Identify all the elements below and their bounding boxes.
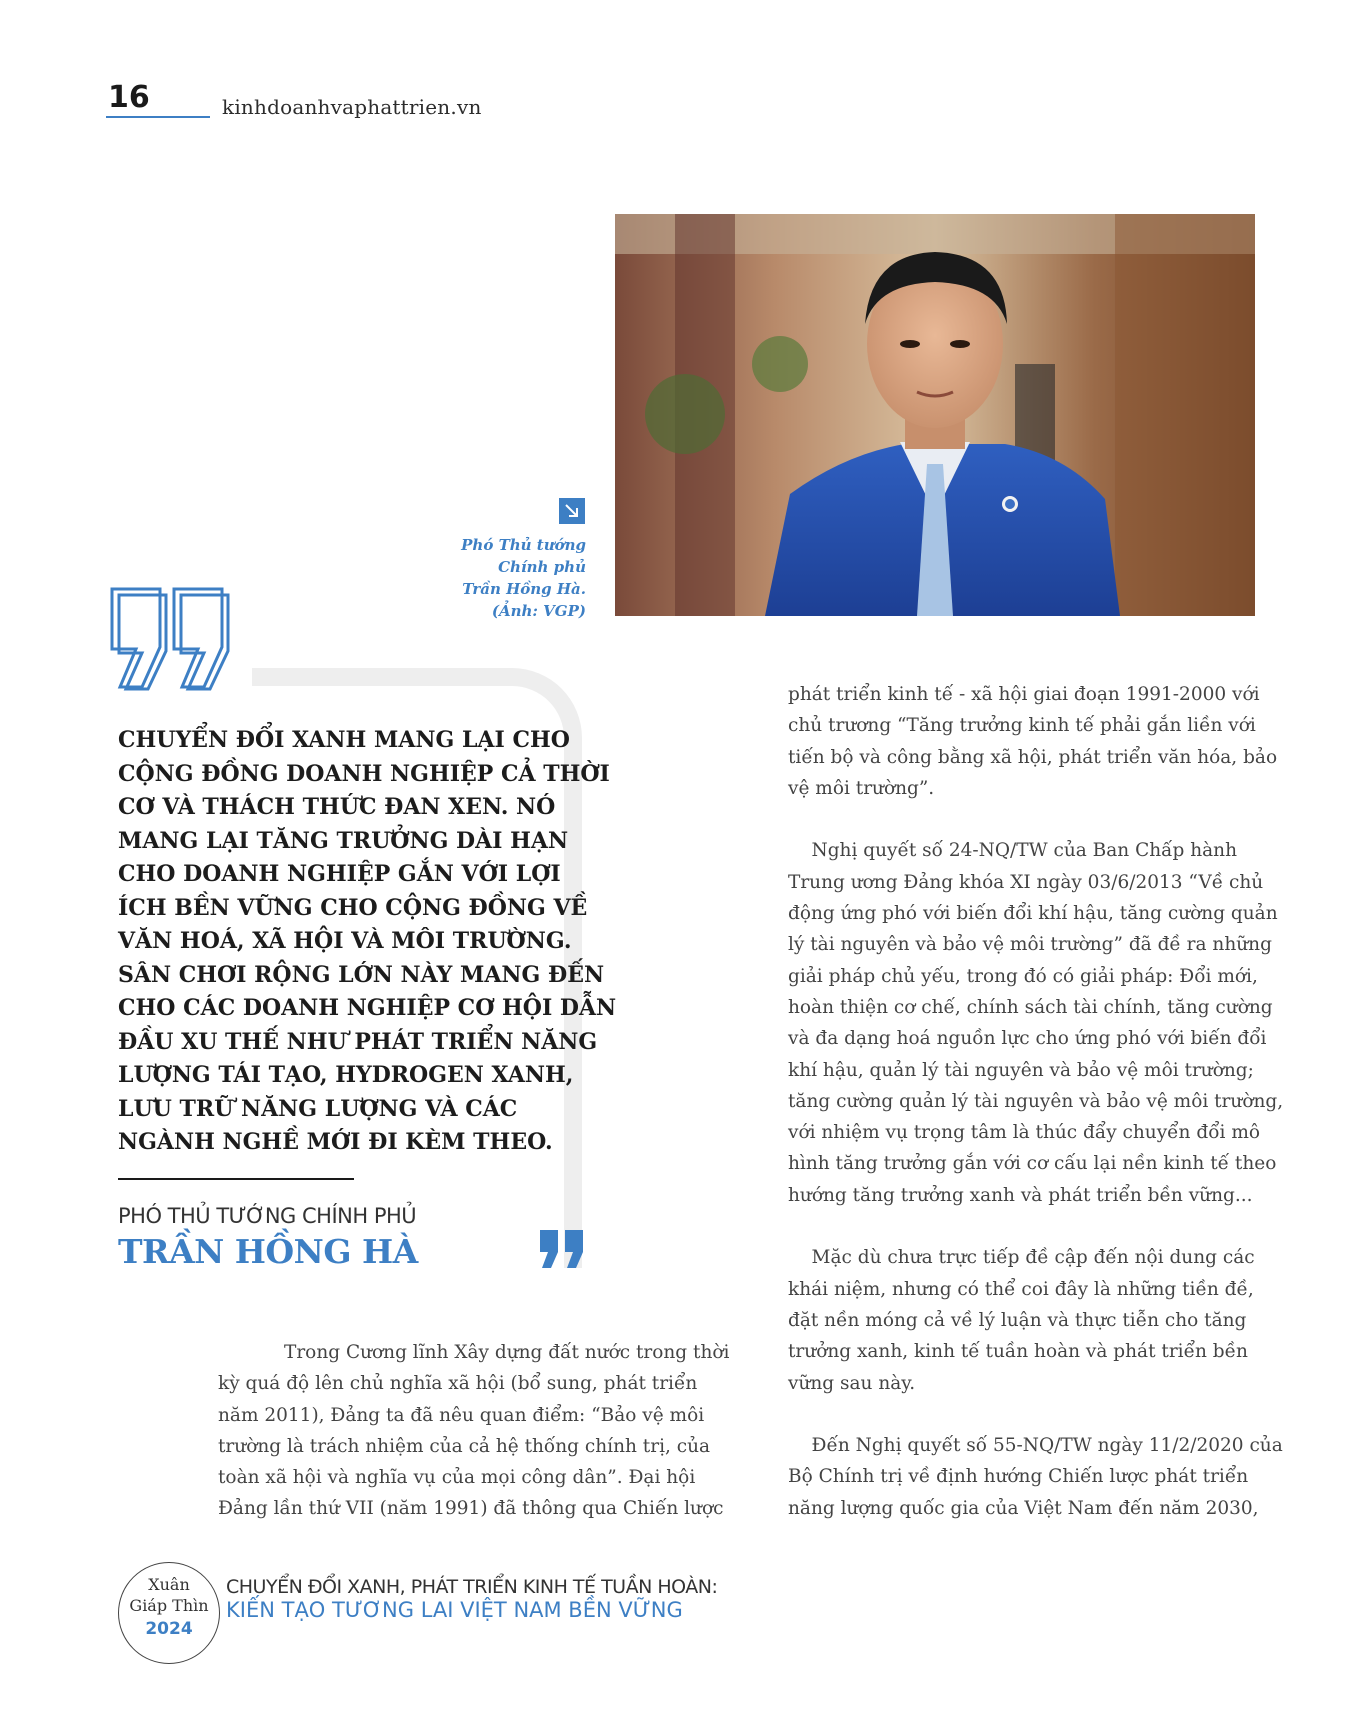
text-line: năm 2011), Đảng ta đã nêu quan điểm: “Bảo vệ môi <box>218 1404 705 1426</box>
text-line: vệ môi trường”. <box>788 777 935 799</box>
caption-line: Chính phủ <box>498 558 586 576</box>
issue-badge-season: Xuân <box>148 1575 190 1594</box>
quote-line: LƯU TRỮ NĂNG LƯỢNG VÀ CÁC <box>118 1095 518 1122</box>
arrow-down-right-icon <box>559 498 585 524</box>
issue-badge-year: 2024 <box>145 1619 193 1639</box>
text-line: tăng cường quản lý tài nguyên và bảo vệ môi trường, <box>788 1090 1284 1112</box>
quote-line: CỘNG ĐỒNG DOANH NGHIỆP CẢ THỜI <box>118 760 610 787</box>
quote-divider <box>118 1178 354 1180</box>
quote-author-role: PHÓ THỦ TƯỚNG CHÍNH PHỦ <box>118 1204 417 1228</box>
text-line: lý tài nguyên và bảo vệ môi trường” đã đề ra những <box>788 934 1272 956</box>
text-line: chủ trương “Tăng trưởng kinh tế phải gắn liền với <box>788 715 1256 737</box>
text-line: hoàn thiện cơ chế, chính sách tài chính, tăng cường <box>788 996 1273 1018</box>
text-line: trưởng xanh, kinh tế tuần hoàn và phát triển bền <box>788 1341 1248 1363</box>
pull-quote <box>118 724 617 1160</box>
quote-line: ÍCH BỀN VỮNG CHO CỘNG ĐỒNG VỀ <box>118 894 588 921</box>
text-line: đặt nền móng cả về lý luận và thực tiễn cho tăng <box>788 1309 1247 1331</box>
text-line: khái niệm, nhưng có thể coi đây là những tiền đề, <box>788 1278 1254 1300</box>
portrait-photo <box>615 214 1255 616</box>
quote-line: VĂN HOÁ, XÃ HỘI VÀ MÔI TRƯỜNG. <box>118 928 572 954</box>
quote-author-name: TRẦN HỒNG HÀ <box>118 1232 418 1271</box>
quote-line: SÂN CHƠI RỘNG LỚN NÀY MANG ĐẾN <box>118 961 605 988</box>
left-column-text <box>218 1337 730 1525</box>
text-line: Nghị quyết số 24-NQ/TW của Ban Chấp hành <box>788 840 1237 862</box>
text-line: giải pháp chủ yếu, trong đó có giải pháp: Đổi mới, <box>788 965 1258 987</box>
text-line: vững sau này. <box>788 1372 916 1394</box>
text-line: Mặc dù chưa trực tiếp đề cập đến nội dung các <box>788 1247 1255 1269</box>
quote-line: CHO CÁC DOANH NGHIỆP CƠ HỘI DẪN <box>118 995 617 1021</box>
quote-line: CHUYỂN ĐỔI XANH MANG LẠI CHO <box>118 727 570 753</box>
text-line: toàn xã hội và nghĩa vụ của mọi công dân”. Đại hội <box>218 1467 696 1489</box>
text-line: và đa dạng hoá nguồn lực cho ứng phó với biến đổi <box>788 1028 1267 1050</box>
text-line: Trong Cương lĩnh Xây dựng đất nước trong thời <box>284 1342 730 1363</box>
text-line <box>788 804 1283 835</box>
open-quote-icon <box>106 585 234 695</box>
text-line: với nhiệm vụ trọng tâm là thúc đẩy chuyển đổi mô <box>788 1122 1260 1144</box>
text-line: Bộ Chính trị về định hướng Chiến lược phát triển <box>788 1466 1249 1488</box>
text-line: kỳ quá độ lên chủ nghĩa xã hội (bổ sung, phát triển <box>218 1373 698 1395</box>
photo-caption <box>366 534 586 622</box>
site-name: kinhdoanhvaphattrien.vn <box>222 95 482 119</box>
issue-badge <box>118 1562 220 1664</box>
quote-line: MANG LẠI TĂNG TRƯỞNG DÀI HẠN <box>118 827 569 854</box>
page-number-underline <box>106 116 210 118</box>
quote-line: LƯỢNG TÁI TẠO, HYDROGEN XANH, <box>118 1062 574 1088</box>
quote-line: CHO DOANH NGHIỆP GẮN VỚI LỢI <box>118 861 561 887</box>
text-line <box>788 1399 1283 1430</box>
text-line: phát triển kinh tế - xã hội giai đoạn 1991-2000 với <box>788 684 1260 705</box>
caption-line: Phó Thủ tướng <box>461 536 586 554</box>
text-line: hình tăng trưởng gắn với cơ cấu lại nền kinh tế theo <box>788 1153 1277 1175</box>
caption-line: (Ảnh: VGP) <box>491 602 586 620</box>
text-line: Đến Nghị quyết số 55-NQ/TW ngày 11/2/2020 của <box>788 1435 1283 1457</box>
page-number: 16 <box>108 80 150 115</box>
text-line: tiến bộ và công bằng xã hội, phát triển văn hóa, bảo <box>788 746 1278 768</box>
caption-line: Trần Hồng Hà. <box>462 580 586 598</box>
text-line: động ứng phó với biến đổi khí hậu, tăng cường quản <box>788 903 1278 925</box>
quote-line: ĐẦU XU THẾ NHƯ PHÁT TRIỂN NĂNG <box>118 1028 598 1055</box>
footer-theme-line1: CHUYỂN ĐỔI XANH, PHÁT TRIỂN KINH TẾ TUẦN HOÀN: <box>226 1576 718 1598</box>
text-line: khí hậu, quản lý tài nguyên và bảo vệ môi trường; <box>788 1059 1254 1081</box>
text-line: trường là trách nhiệm của cả hệ thống chính trị, của <box>218 1435 711 1457</box>
quote-line: CƠ VÀ THÁCH THỨC ĐAN XEN. NÓ <box>118 794 556 820</box>
text-line: năng lượng quốc gia của Việt Nam đến năm 2030, <box>788 1497 1259 1519</box>
quote-line: NGÀNH NGHỀ MỚI ĐI KÈM THEO. <box>118 1129 553 1155</box>
text-line: hướng tăng trưởng xanh và phát triển bền vững... <box>788 1184 1253 1206</box>
text-line <box>788 1211 1283 1242</box>
text-line: Đảng lần thứ VII (năm 1991) đã thông qua Chiến lược <box>218 1498 724 1520</box>
close-quote-icon <box>538 1228 588 1274</box>
text-line: Trung ương Đảng khóa XI ngày 03/6/2013 “Về chủ <box>788 871 1264 893</box>
footer-theme-line2: KIẾN TẠO TƯƠNG LAI VIỆT NAM BỀN VỮNG <box>226 1598 683 1622</box>
right-column-text <box>788 679 1283 1524</box>
issue-badge-lunar-year: Giáp Thìn <box>129 1596 209 1615</box>
